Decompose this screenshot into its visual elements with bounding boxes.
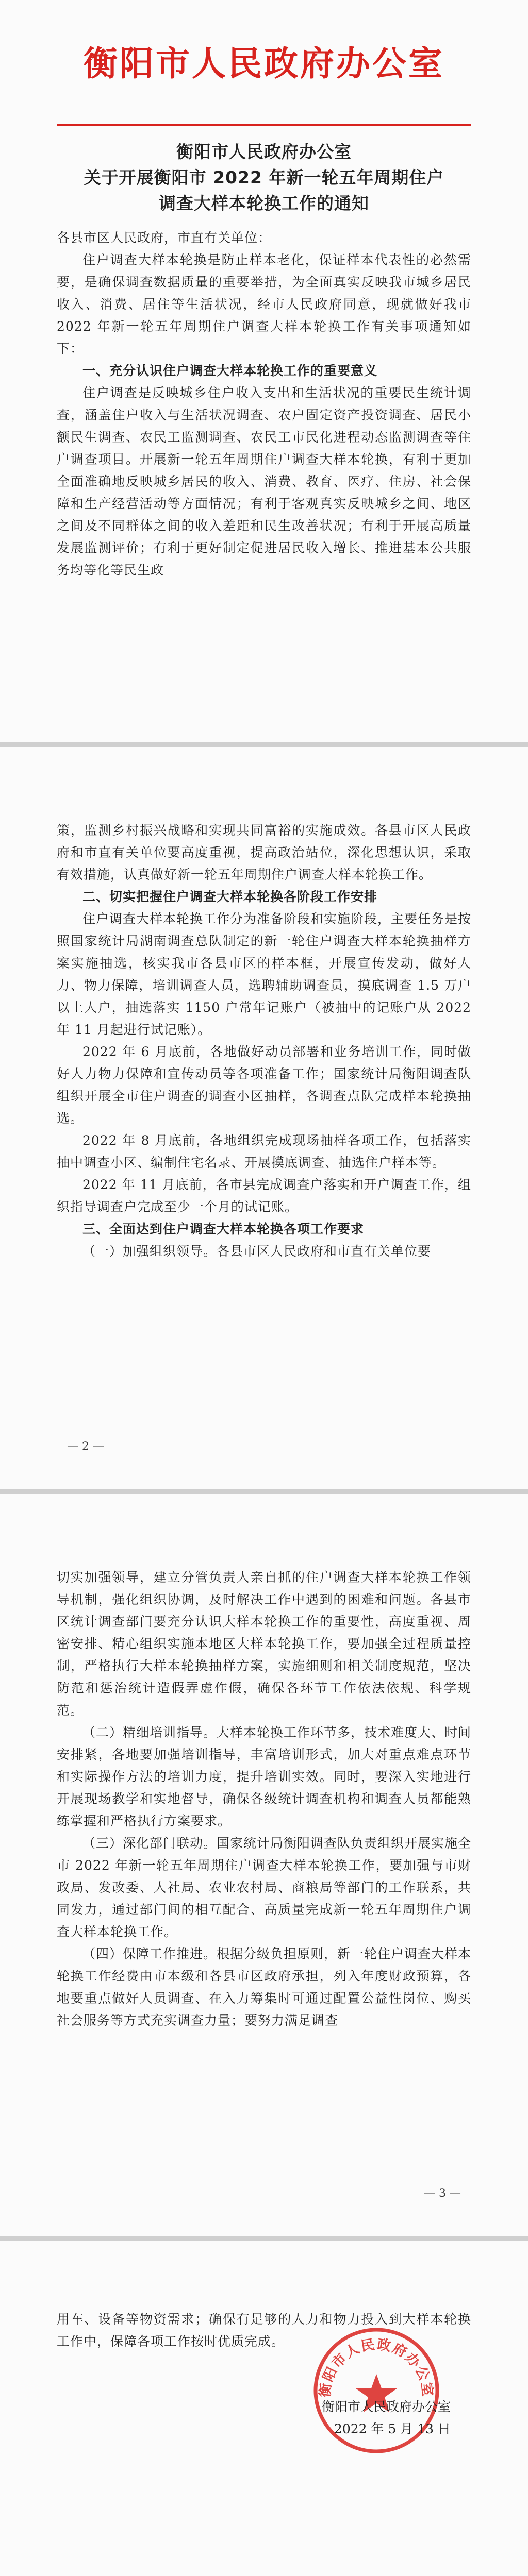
section-2-paragraph-4: 2022 年 11 月底前，各市县完成调查户落实和开户调查工作，组织指导调查户完成至少一个月的试记账。 (57, 1177, 471, 1214)
page-number: — 2 — (67, 1440, 104, 1453)
section-heading-1: 一、充分认识住户调查大样本轮换工作的重要意义 (82, 363, 378, 378)
red-divider-line (57, 124, 471, 126)
page-4 (0, 2241, 528, 2576)
section-2-paragraph-1: 住户调查大样本轮换工作分为准备阶段和实施阶段，主要任务是按照国家统计局湖南调查总队制定的新一轮住户调查大样本轮换抽样方案实施抽选，核实我市各县市区的样本框，开展宣传发动，做好人力、物力保障，培训调查人员，选聘辅助调查员，摸底调查 1.5 万户以上人户，抽选落实 1150 户常年记账户（被抽中的记账户从 2022 年 11 月起进行试记账）。 (57, 911, 472, 1037)
signature-block (322, 2396, 451, 2440)
title-line-3: 调查大样本轮换工作的通知 (159, 193, 369, 213)
section-3-paragraph-1-continued: 切实加强领导，建立分管负责人亲自抓的住户调查大样本轮换工作领导机制，强化组织协调，及时解决工作中遇到的困难和问题。各县市区统计调查部门要充分认识大样本轮换工作的重要性，高度重视、周密安排、精心组织实施本地区大样本轮换工作，要加强全过程质量控制，严格执行大样本轮换抽样方案，实施细则和相关制度规范，坚决防范和惩治统计造假弄虚作假，确保各环节工作依法依规、科学规范。 (57, 1570, 471, 1718)
section-1-paragraph: 住户调查是反映城乡住户收入支出和生活状况的重要民生统计调查，涵盖住户收入与生活状况调查、农户固定资产投资调查、居民小额民生调查、农民工监测调查、农民工市民化进程动态监测调查等住户调查项目。开展新一轮五年周期住户调查大样本轮换，有利于更加全面准确地反映城乡居民的收入、消费、教育、医疗、住房、社会保障和生产经营活动等方面情况；有利于客观真实反映城乡之间、地区之间及不同群体之间的收入差距和民生改善状况；有利于开展高质量发展监测评价；有利于更好制定促进居民收入增长、推进基本公共服务均等化等民生政 (57, 385, 471, 578)
intro-paragraph: 住户调查大样本轮换是防止样本老化，保证样本代表性的必然需要，是确保调查数据质量的重要举措，为全面真实反映我市城乡居民收入、消费、居住等生活状况，经市人民政府同意，现就做好我市 2022 年新一轮五年周期住户调查大样本轮换工作有关事项通知如下： (57, 252, 471, 356)
section-3-paragraph-4-continued: 用车、设备等物资需求；确保有足够的人力和物力投入到大样本轮换工作中，保障各项工作按时优质完成。 (57, 2312, 471, 2349)
page-number: — 3 — (424, 2187, 461, 2200)
section-3-paragraph-1: （一）加强组织领导。各县市区人民政府和市直有关单位要 (82, 1244, 432, 1259)
page-1-body (57, 227, 471, 581)
document-title (57, 139, 471, 216)
section-2-paragraph-3: 2022 年 8 月底前，各地组织完成现场抽样各项工作，包括落实抽中调查小区、编制住宅名录、开展摸底调查、抽选住户样本等。 (57, 1133, 471, 1170)
signature-org: 衡阳市人民政府办公室 (321, 2399, 451, 2414)
page-3-body (57, 1566, 471, 2031)
title-line-2: 关于开展衡阳市 2022 年新一轮五年周期住户 (84, 167, 444, 188)
svg-text:衡阳市人民政府办公室: 衡阳市人民政府办公室 (317, 2336, 436, 2398)
section-1-continued: 策，监测乡村振兴战略和实现共同富裕的实施成效。各县市区人民政府和市直有关单位要高度重视，提高政治站位，深化思想认识，采取有效措施，认真做好新一轮五年周期住户调查大样本轮换工作。 (57, 823, 471, 882)
page-2 (0, 747, 528, 1489)
section-heading-2: 二、切实把握住户调查大样本轮换各阶段工作安排 (82, 889, 378, 904)
title-line-1: 衡阳市人民政府办公室 (176, 142, 352, 162)
section-3-paragraph-2: （二）精细培训指导。大样本轮换工作环节多，技术难度大、时间安排紧，各地要加强培训指导，丰富培训形式，加大对重点难点环节和实际操作方法的培训力度，提升培训实效。同时，要深入实地进行开展现场教学和实地督导，确保各级统计调查机构和调查人员都能熟练掌握和严格执行方案要求。 (57, 1725, 472, 1828)
section-2-paragraph-2: 2022 年 6 月底前，各地做好动员部署和业务培训工作，同时做好人力物力保障和宣传动员等各项准备工作；国家统计局衡阳调查队组织开展全市住户调查的调查小区抽样，各调查点队完成样本轮换抽选。 (57, 1044, 471, 1126)
page-1 (0, 0, 528, 742)
recipient-line: 各县市区人民政府，市直有关单位： (57, 230, 272, 245)
section-3-paragraph-3: （三）深化部门联动。国家统计局衡阳调查队负责组织开展实施全市 2022 年新一轮五年周期住户调查大样本轮换工作，要加强与市财政局、发改委、人社局、农业农村局、商粮局等部门的工作联系，共同发力，通过部门间的相互配合、高质量完成新一轮五年周期住户调查大样本轮换工作。 (57, 1836, 472, 1939)
signature-date: 2022 年 5 月 13 日 (334, 2421, 451, 2436)
page-3 (0, 1494, 528, 2236)
document-org-header: 衡阳市人民政府办公室 (84, 43, 444, 83)
section-heading-3: 三、全面达到住户调查大样本轮换各项工作要求 (82, 1222, 365, 1236)
page-2-body (57, 819, 471, 1262)
section-3-paragraph-4: （四）保障工作推进。根据分级负担原则，新一轮住户调查大样本轮换工作经费由市本级和各县市区政府承担，列入年度财政预算，各地要重点做好人员调查、在入力筹集时可通过配置公益性岗位、购买社会服务等方式充实调查力量；要努力满足调查 (57, 1946, 472, 2028)
